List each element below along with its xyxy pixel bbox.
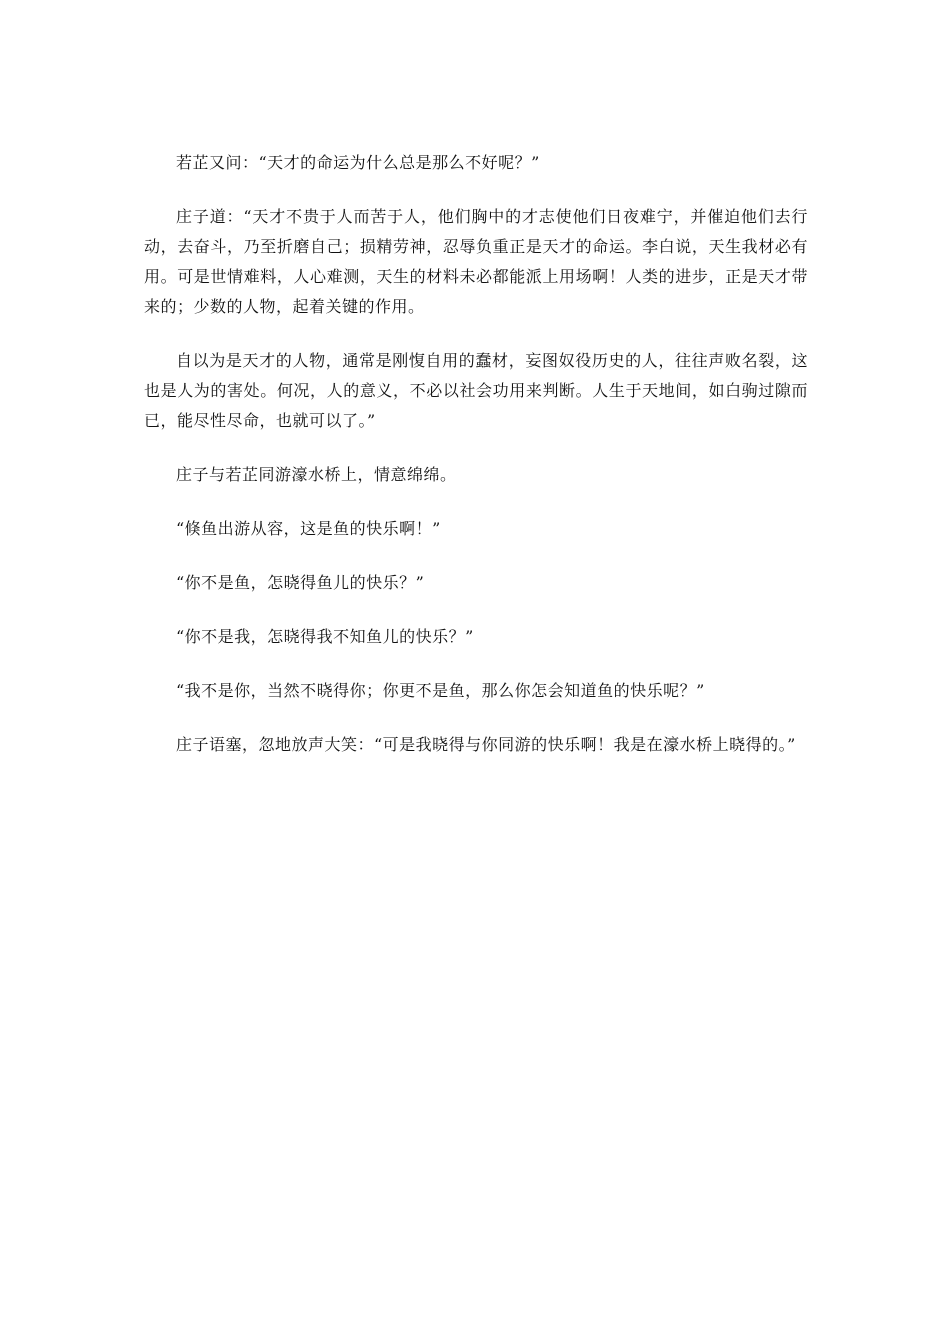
paragraph-1: 若芷又问：“天才的命运为什么总是那么不好呢？” <box>176 153 540 172</box>
paragraph-5: “倏鱼出游从容，这是鱼的快乐啊！” <box>176 519 441 538</box>
paragraph-8: “我不是你，当然不晓得你；你更不是鱼，那么你怎会知道鱼的快乐呢？” <box>176 681 705 700</box>
paragraph-7: “你不是我，怎晓得我不知鱼儿的快乐？” <box>176 627 474 646</box>
paragraph-9: 庄子语塞，忽地放声大笑：“可是我晓得与你同游的快乐啊！我是在濠水桥上晓得的。” <box>176 735 796 754</box>
paragraph-3: 自以为是天才的人物，通常是刚愎自用的蠢材，妄图奴役历史的人，往往声败名裂，这也是人为的害处。何况，人的意义，不必以社会功用来判断。人生于天地间，如白驹过隙而已，能尽性尽命，也就可以了。” <box>144 351 808 430</box>
paragraph-6: “你不是鱼，怎晓得鱼儿的快乐？” <box>176 573 425 592</box>
paragraph-2: 庄子道：“天才不贵于人而苦于人，他们胸中的才志使他们日夜难宁，并催迫他们去行动，去奋斗，乃至折磨自己；损精劳神，忍辱负重正是天才的命运。李白说，天生我材必有用。可是世情难料，人心难测，天生的材料未必都能派上用场啊！人类的进步，正是天才带来的；少数的人物，起着关键的作用。 <box>144 207 808 316</box>
document-body <box>144 148 808 784</box>
paragraph-4: 庄子与若芷同游濠水桥上，情意绵绵。 <box>176 465 457 484</box>
